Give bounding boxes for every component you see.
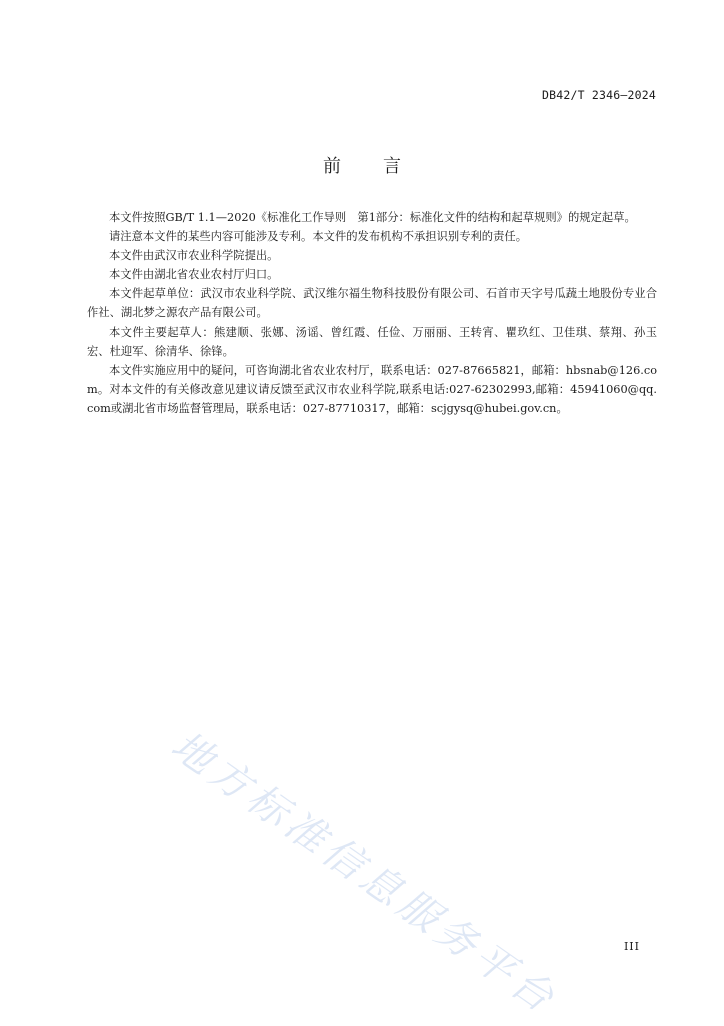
paragraph-patent-notice: 请注意本文件的某些内容可能涉及专利。本文件的发布机构不承担识别专利的责任。 bbox=[109, 230, 527, 244]
paragraph-administrator: 本文件由湖北省农业农村厅归口。 bbox=[109, 268, 279, 282]
document-code: DB42/T 2346—2024 bbox=[542, 88, 656, 102]
paragraph-proposer: 本文件由武汉市农业科学院提出。 bbox=[109, 249, 279, 263]
paragraph-contact-info: 本文件实施应用中的疑问，可咨询湖北省农业农村厅，联系电话：027-87665821，邮箱：hbsnab@126.com。对本文件的有关修改意见建议请反馈至武汉市农业科学院,联系电话:027-62302993,邮箱：45941060@qq.com或湖北省市场监督管理局，联系电话：027-87710317，邮箱：scjgysq@hubei.gov.cn。 bbox=[87, 363, 657, 415]
paragraph-drafting-basis: 本文件按照GB/T 1.1—2020《标准化工作导则 第1部分：标准化文件的结构和起草规则》的规定起草。 bbox=[109, 211, 636, 224]
document-body bbox=[87, 208, 657, 418]
watermark: 地方标准信息服务平台 bbox=[162, 722, 566, 1025]
page-title: 前言 bbox=[323, 156, 443, 177]
paragraph-drafting-units: 本文件起草单位：武汉市农业科学院、武汉维尔福生物科技股份有限公司、石首市天字号瓜蔬土地股份专业合作社、湖北梦之源农产品有限公司。 bbox=[87, 287, 657, 320]
page-number: III bbox=[623, 940, 640, 953]
paragraph-drafters: 本文件主要起草人：熊建顺、张娜、汤谣、曾红霞、任俭、万丽丽、王转宵、瞿玖红、卫佳琪、蔡翔、孙玉宏、杜迎军、徐清华、徐锋。 bbox=[87, 325, 657, 358]
